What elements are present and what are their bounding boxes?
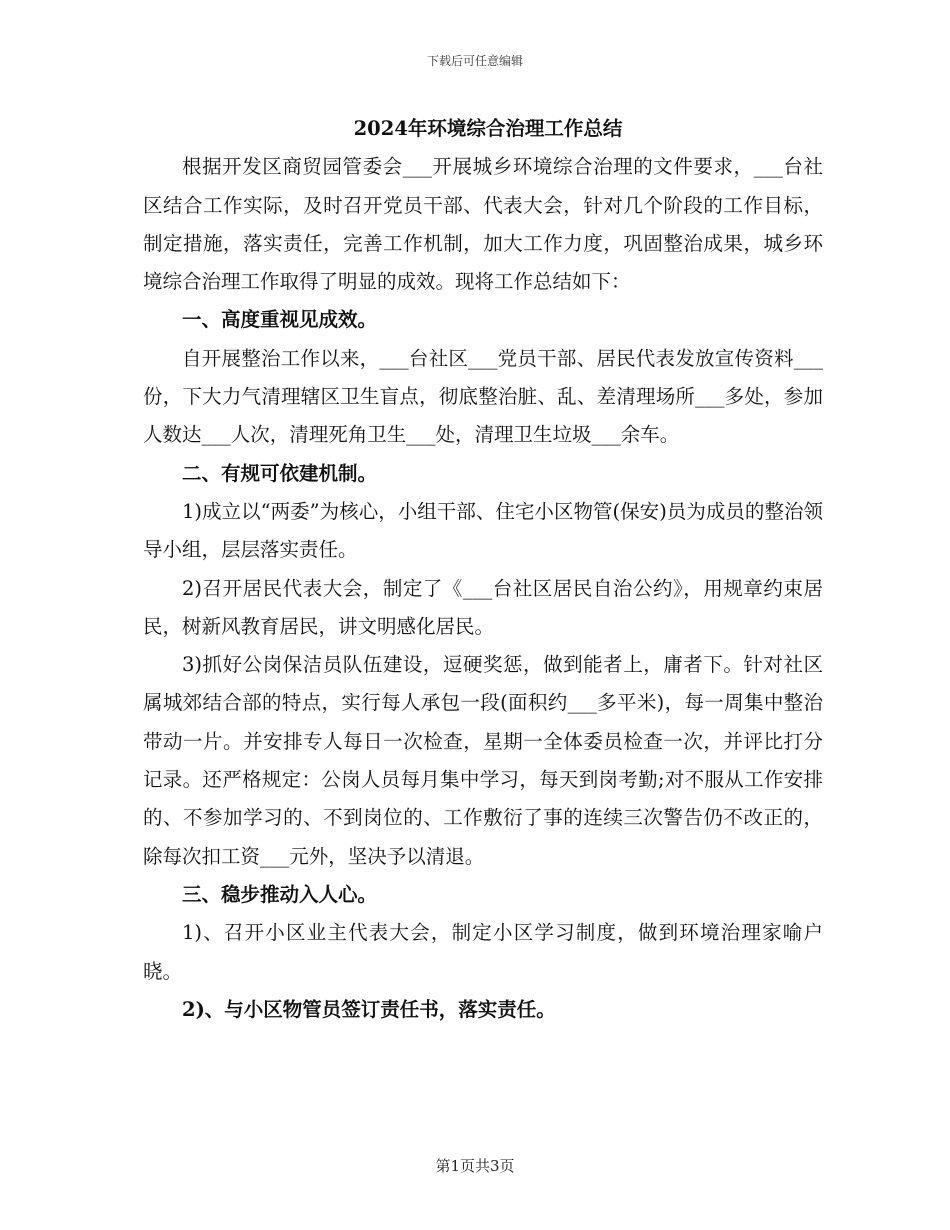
- paragraph-section-1: 自开展整治工作以来，___台社区___党员干部、居民代表发放宣传资料___份，下大力气清理辖区卫生盲点，彻底整治脏、乱、差清理场所___多处，参加人数达___人次，清理死角卫生___处，清理卫生垃圾___余车。: [143, 346, 823, 447]
- paragraph-item-2: 2)召开居民代表大会，制定了《___台社区居民自治公约》，用规章约束居民，树新风教育居民，讲文明感化居民。: [143, 576, 823, 638]
- section-heading-2: 二、有规可依建机制。: [182, 461, 378, 485]
- paragraph-intro: 根据开发区商贸园管委会___开展城乡环境综合治理的文件要求，___台社区结合工作实际，及时召开党员干部、代表大会，针对几个阶段的工作目标，制定措施，落实责任，完善工作机制，加大工作力度，巩固整治成果，城乡环境综合治理工作取得了明显的成效。现将工作总结如下：: [143, 155, 823, 294]
- header-note: 下载后可任意编辑: [426, 54, 523, 68]
- section-3-item-2-heading: 2)、与小区物管员签订责任书，落实责任。: [182, 997, 556, 1021]
- paragraph-item-3: 3)抓好公岗保洁员队伍建设，逗硬奖惩，做到能者上，庸者下。针对社区属城郊结合部的特点，实行每人承包一段(面积约___多平米)，每一周集中整治带动一片。并安排专人每日一次检查，星期一全体委员检查一次，并评比打分记录。还严格规定：公岗人员每月集中学习，每天到岗考勤;对不服从工作安排的、不参加学习的、不到岗位的、工作敷衍了事的连续三次警告仍不改正的，除每次扣工资___元外，坚决予以清退。: [143, 653, 823, 868]
- paragraph-item-1: 1)成立以“两委”为核心，小组干部、住宅小区物管(保安)员为成员的整治领导小组，层层落实责任。: [143, 499, 823, 562]
- page-indicator: 第1页共3页: [435, 1157, 515, 1175]
- paragraph-section-3-item-1: 1)、召开小区业主代表大会，制定小区学习制度，做到环境治理家喻户晓。: [143, 921, 823, 983]
- document-title: 2024年环境综合治理工作总结: [353, 117, 623, 140]
- section-heading-3: 三、稳步推动入人心。: [182, 882, 378, 906]
- document-body: [143, 110, 823, 1029]
- section-heading-1: 一、高度重视见成效。: [182, 308, 378, 332]
